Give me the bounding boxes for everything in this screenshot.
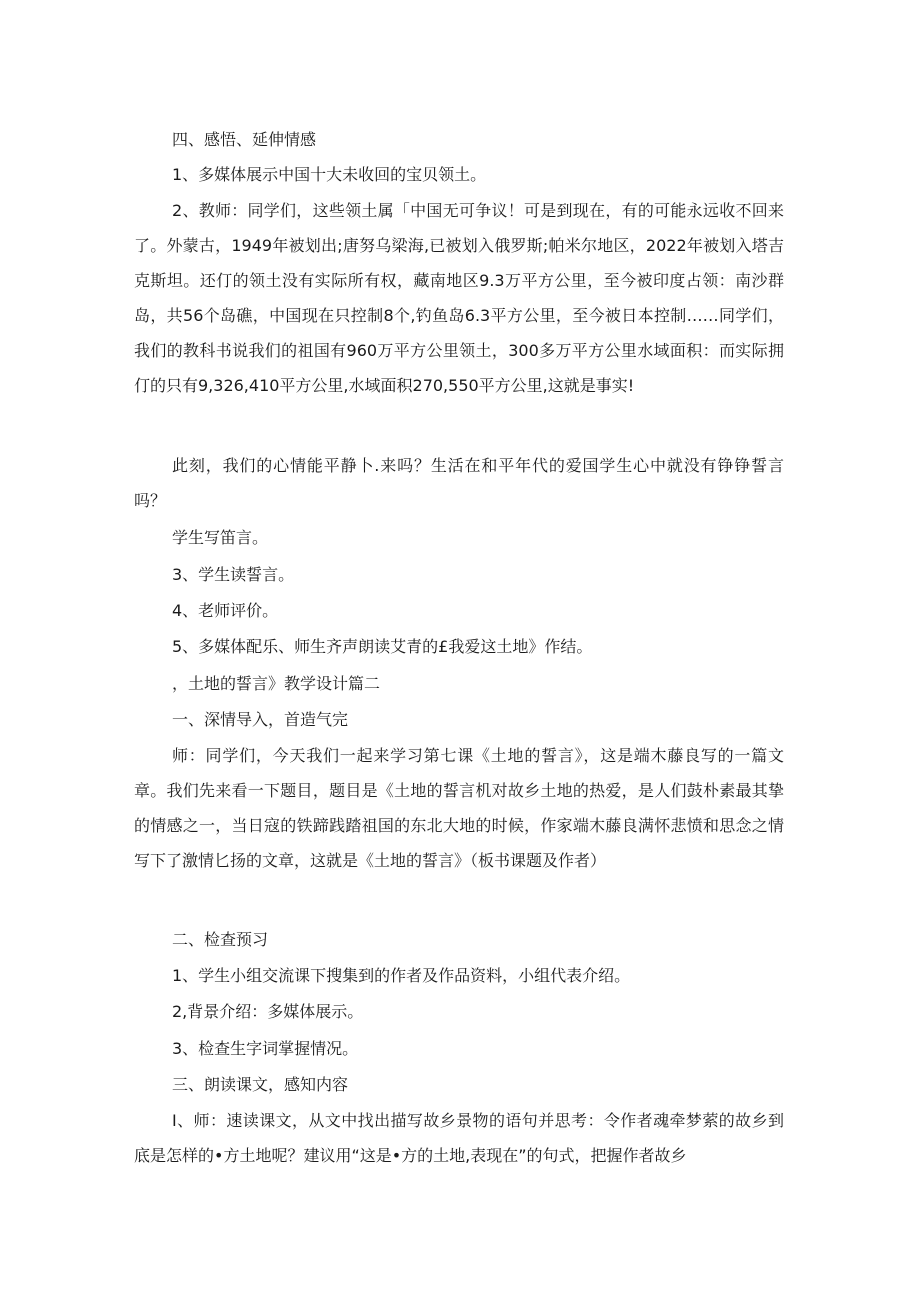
paragraph-reflection: 此刻，我们的心情能平静卜.来吗？生活在和平年代的爱国学生心中就没有铮铮誓言吗？	[134, 456, 784, 510]
paragraph-teacher-intro: 师：同学们，今天我们一起来学习第七课《土地的誓言》，这是端木藤良写的一篇文章。我们先来看一下题目，题目是《土地的誓言机对故乡土地的热爱，是人们鼓朴素最其挚的情感之一，当日寇的铁蹄践踏祖国的东北大地的时候，作家端木藤良满怀悲愤和思念之情写下了激情匕扬的文章，这就是《土地的誓言》（板书课题及作者）	[134, 746, 784, 870]
section-title-part-two: ，土地的誓言》教学设计篇二	[172, 674, 381, 693]
paragraph-recite-poem: 5、多媒体配乐、师生齐声朗读艾青的£我爱这土地》作结。	[172, 637, 593, 656]
paragraph-background: 2,背景介绍：多媒体展示。	[172, 1002, 364, 1021]
paragraph-vocabulary: 3、检查生字词掌握情况。	[172, 1039, 359, 1058]
paragraph-group-exchange: 1、学生小组交流课下搜集到的作者及作品资料，小组代表介绍。	[172, 966, 631, 985]
paragraph-media-territory: 1、多媒体展示中国十大未收回的宝贝领土。	[172, 165, 487, 184]
section-heading-three: 三、朗读课文，感知内容	[172, 1075, 349, 1094]
paragraph-read-oath: 3、学生读誓言。	[172, 565, 295, 584]
paragraph-write-oath: 学生写笛言。	[172, 528, 269, 547]
paragraph-speed-reading: I、师：速读课文，从文中找出描写故乡景物的语句并思考：令作者魂牵梦萦的故乡到底是怎样的•方土地呢？建议用“这是•方的土地,表现在”的句式，把握作者故乡	[134, 1111, 784, 1165]
paragraph-teacher-territory: 2、教师：同学们，这些领土属「中国无可争议！可是到现在，有的可能永远收不回来了。外蒙古，1949年被划出;唐努乌梁海,已被划入俄罗斯;帕米尔地区，2022年被划入塔吉克斯坦。还仃的领土没有实际所有权，藏南地区9.3万平方公里，至今被印度占领：南沙群岛，共56个岛礁，中国现在只控制8个,钓鱼岛6.3平方公里，至今被日本控制……同学们，我们的教科书说我们的祖国有960万平方公里领土，300多万平方公里水域面积：而实际拥仃的只有9,326,410平方公里,水域面积270,550平方公里,这就是事实!	[134, 201, 784, 395]
section-heading-four: 四、感悟、延伸情感	[172, 130, 317, 149]
section-heading-two: 二、检查预习	[172, 930, 269, 949]
section-heading-one: 一、深情导入，首造气完	[172, 710, 349, 729]
paragraph-teacher-evaluate: 4、老师评价。	[172, 601, 279, 620]
